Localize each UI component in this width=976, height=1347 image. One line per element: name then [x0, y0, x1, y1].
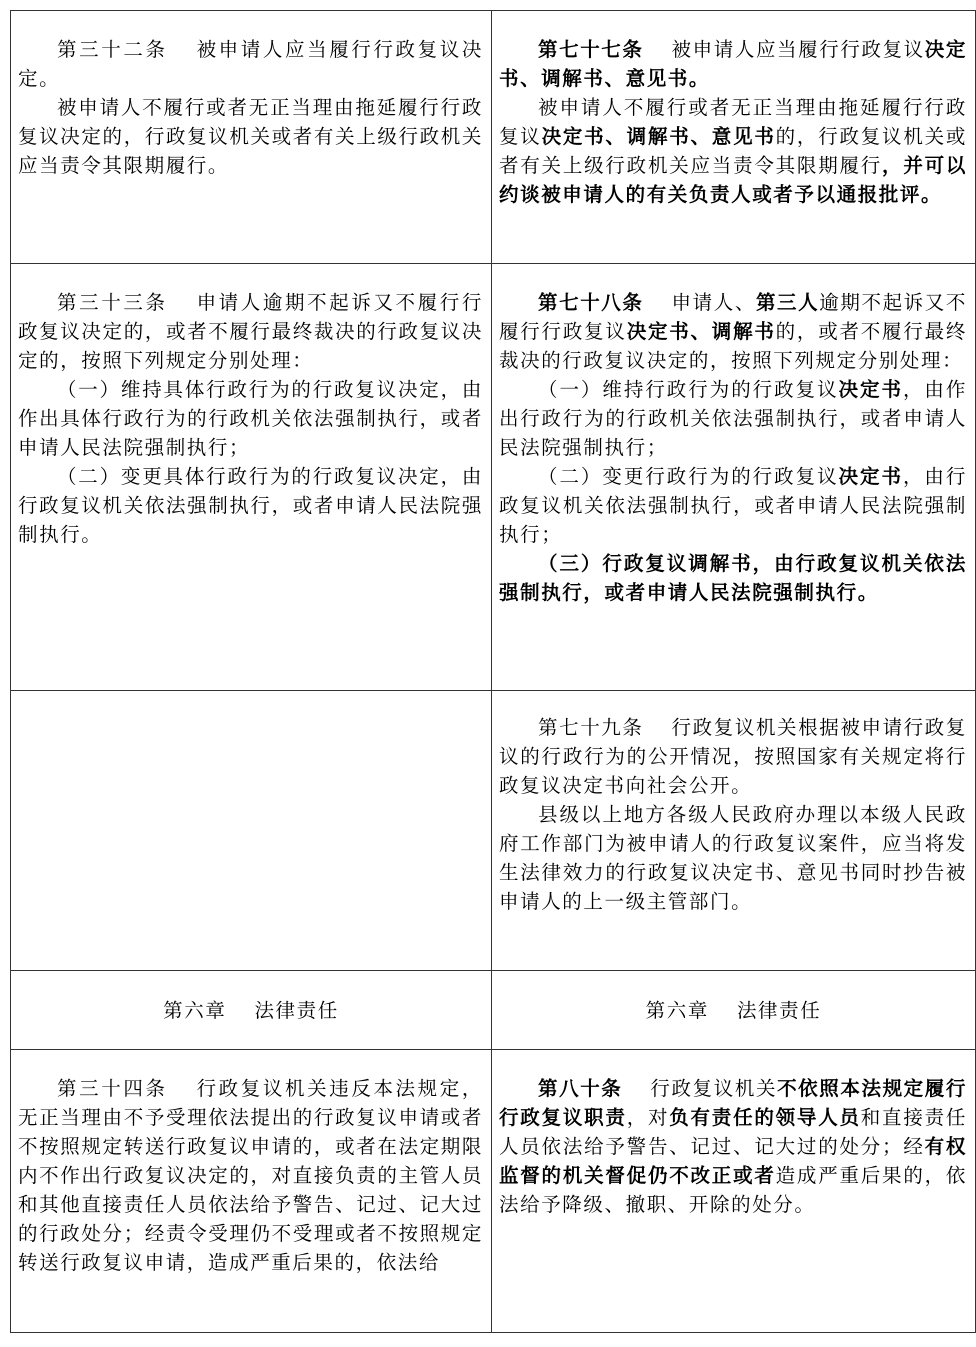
table-row: [11, 264, 976, 691]
old-law-cell-empty: [11, 691, 492, 971]
paragraph: 第八十条 行政复议机关不依照本法规定履行行政复议职责，对负有责任的领导人员和直接责任人员依法给予警告、记过、记大过的处分；经有权监督的机关督促仍不改正或者造成严重后果的，依法给予降级、撤职、开除的处分。: [499, 1077, 967, 1216]
table-row: [11, 971, 976, 1050]
article-number: 第三十三条: [57, 291, 168, 314]
paragraph: （一）维持具体行政行为的行政复议决定，由作出具体行政行为的行政机关依法强制执行，或者申请人民法院强制执行；: [18, 378, 483, 459]
paragraph: 被申请人不履行或者无正当理由拖延履行行政复议决定的，行政复议机关或者有关上级行政机关应当责令其限期履行。: [18, 96, 483, 177]
chapter-heading-new: [492, 971, 976, 1050]
article-number: 第八十条: [538, 1077, 623, 1100]
article-number: 第七十九条: [538, 716, 644, 739]
paragraph: 第七十八条 申请人、第三人逾期不起诉又不履行行政复议决定书、调解书的，或者不履行最终裁决的行政复议决定的，按照下列规定分别处理：: [499, 291, 967, 372]
amended-text: 决定书、调解书: [626, 320, 776, 343]
old-law-cell: [11, 264, 492, 691]
article-number: 第三十四条: [57, 1077, 168, 1100]
table-row: [11, 691, 976, 971]
paragraph: 被申请人不履行或者无正当理由拖延履行行政复议决定书、调解书、意见书的，行政复议机关或者有关上级行政机关应当责令其限期履行，并可以约谈被申请人的有关负责人或者予以通报批评。: [499, 96, 967, 206]
paragraph: 第七十七条 被申请人应当履行行政复议决定书、调解书、意见书。: [499, 38, 968, 90]
chapter-title: 法律责任: [254, 998, 339, 1022]
paragraph: 县级以上地方各级人民政府办理以本级人民政府工作部门为被申请人的行政复议案件，应当将发生法律效力的行政复议决定书、意见书同时抄告被申请人的上一级主管部门。: [499, 803, 967, 913]
amended-text: 负有责任的领导人员: [669, 1106, 861, 1129]
paragraph: 第三十四条 行政复议机关违反本法规定，无正当理由不予受理依法提出的行政复议申请或者不按照规定转送行政复议申请的，或者在法定期限内不作出行政复议决定的，对直接负责的主管人员和其他直接责任人员依法给予警告、记过、记大过的行政处分；经责令受理仍不受理或者不按照规定转送行政复议申请，造成严重后果的，依法给: [18, 1077, 483, 1274]
amended-text: ，并可以约谈被申请人的有关负责人或者予以通报批评。: [499, 154, 967, 206]
article-number: 第七十八条: [538, 291, 644, 314]
new-law-cell: [492, 11, 976, 264]
new-law-cell: [492, 264, 976, 691]
amended-text: 有权监督的机关督促仍不改正或者: [499, 1135, 967, 1187]
paragraph: 第三十三条 申请人逾期不起诉又不履行行政复议决定的，或者不履行最终裁决的行政复议决定的，按照下列规定分别处理：: [18, 291, 483, 372]
table-row: [11, 1050, 976, 1333]
amended-text: 不依照本法规定履行行政复议职责: [499, 1077, 967, 1129]
amended-text: 决定书、调解书、意见书: [499, 38, 968, 90]
chapter-heading-old: [11, 971, 492, 1050]
chapter-number: 第六章: [163, 998, 227, 1022]
new-law-cell: [492, 691, 976, 971]
paragraph: （一）维持行政行为的行政复议决定书，由作出行政行为的行政机关依法强制执行，或者申请人民法院强制执行；: [499, 378, 967, 459]
paragraph: （三）行政复议调解书，由行政复议机关依法强制执行，或者申请人民法院强制执行。: [499, 552, 967, 604]
paragraph: 第三十二条 被申请人应当履行行政复议决定。: [18, 38, 483, 90]
chapter-title: 法律责任: [736, 998, 822, 1022]
old-law-cell: [11, 11, 492, 264]
amended-text: 第三人: [755, 291, 820, 314]
paragraph: 第七十九条 行政复议机关根据被申请行政复议的行政行为的公开情况，按照国家有关规定将行政复议决定书向社会公开。: [499, 716, 967, 797]
amended-text: 决定书、调解书、意见书: [541, 125, 776, 148]
new-law-cell: [492, 1050, 976, 1333]
paragraph: （二）变更行政行为的行政复议决定书，由行政复议机关依法强制执行，或者申请人民法院强制执行；: [499, 465, 967, 546]
old-law-cell: [11, 1050, 492, 1333]
article-number: 第七十七条: [538, 38, 644, 61]
table-row: [11, 11, 976, 264]
amended-text: 决定书: [838, 465, 903, 488]
paragraph: （二）变更具体行政行为的行政复议决定，由行政复议机关依法强制执行，或者申请人民法院强制执行。: [18, 465, 483, 546]
amended-text: 决定书: [838, 378, 903, 401]
article-number: 第三十二条: [57, 38, 168, 61]
chapter-number: 第六章: [645, 998, 709, 1022]
law-comparison-table: [10, 10, 976, 1333]
